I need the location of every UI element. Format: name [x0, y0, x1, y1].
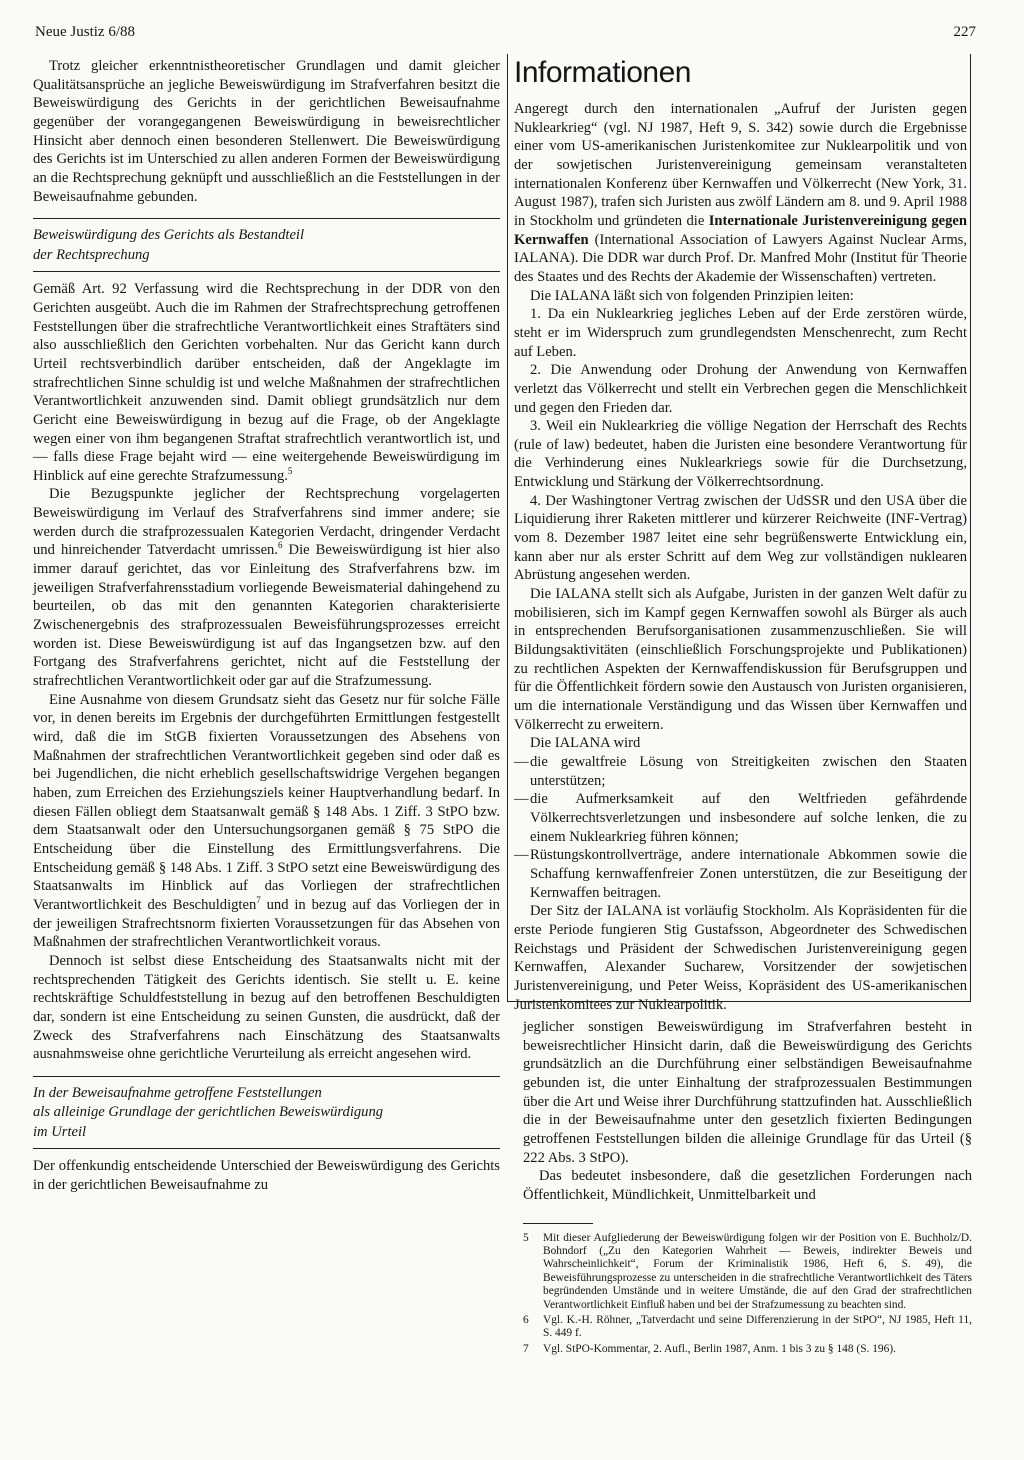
box-title: Informationen — [514, 56, 691, 89]
organization-name: Internationale Juristenvereinigung gegen Kernwaffen — [514, 212, 967, 248]
dash-marker: — — [514, 753, 529, 770]
paragraph-text: Angeregt durch den internationalen „Aufruf der Juristen gegen Nuklearkrieg“ (vgl. NJ 1987, Heft 9, S. 342) sowie durch die Ergebnisse einer vom US-amerikanischen Juristenkomitee zur Nuklearpolitik und von der sowjetischen Juristenvereinigung gemeinsam veranstalteten internationalen Konferenz über Kernwaffen und Völkerrecht (New York, 31. August 1987), trafen sich Juristen aus zwölf Ländern am 8. und 9. April 1988 in Stockholm und gründeten die — [514, 101, 967, 229]
footnote — [523, 1343, 972, 1356]
paragraph: jeglicher sonstigen Beweiswürdigung im Strafverfahren besteht in beweisrechtlicher Hinsicht darin, daß die Beweiswürdigung des Gerichts grundsätzlich an die Durchführung einer selbständigen Beweisaufnahme gebunden ist, die unter Einhaltung der strafprozessualen Bestimmungen über die Art und Weise ihrer Durchführung stattzufinden hat. Ausschließlich die in der Beweisaufnahme unter den gesetzlich fixierten Bedingungen getroffenen Feststellungen bilden die alleinige Grundlage für das Urteil (§ 222 Abs. 3 StPO). — [523, 1019, 972, 1166]
page-number: 227 — [953, 24, 976, 40]
paragraph-text: Die Beweiswürdigung ist hier also immer darauf gerichtet, das vor Einleitung des Strafverfahrens bzw. im jeweiligen Strafverfahrensstadium vorliegende Beweismaterial dahingehend zu beurteilen, ob das mit den genannten Kategorien charakterisierte Zwischenergebnis des strafprozessualen Beweisführungsprozesses erreicht worden ist. Diese Beweiswürdigung ist auf das Ingangsetzen bzw. auf den Fortgang des Strafverfahrens gerichtet, nicht auf die Feststellung der strafrechtlichen Verantwortlichkeit oder gar auf die Strafzumessung. — [33, 542, 500, 690]
footnotes — [523, 1232, 972, 1357]
section-heading-line: im Urteil — [33, 1123, 87, 1140]
footnote — [523, 1232, 972, 1312]
right-column-continuation — [523, 1018, 972, 1358]
principle-item: 2. Die Anwendung oder Drohung der Anwendung von Kernwaffen verletzt das Völkerrecht und stellt ein Verbrechen gegen die Menschlichkeit und gegen den Frieden dar. — [514, 362, 967, 416]
paragraph: Das bedeutet insbesondere, daß die gesetzlichen Forderungen nach Öffentlichkeit, Mündlichkeit, Unmittelbarkeit und — [523, 1168, 972, 1203]
paragraph: Die IALANA läßt sich von folgenden Prinzipien leiten: — [530, 287, 854, 304]
paragraph: Trotz gleicher erkenntnistheoretischer Grundlagen und damit gleicher Qualitätsansprüche an jegliche Beweiswürdigung im Strafverfahren besitzt die Beweiswürdigung des Gerichts in der gerichtlichen Beweisaufnahme gegenüber der vorangegangenen Beweiswürdigung in beweisrechtlicher Hinsicht aber dennoch einen besonderen Stellenwert. Die Beweiswürdigung des Gerichts ist im Unterschied zu allen anderen Formen der Beweiswürdigung an die Rechtsprechung geknüpft und ausschließlich an die Feststellungen in der Beweisaufnahme gebunden. — [33, 58, 500, 205]
paragraph-text: (International Association of Lawyers Against Nuclear Arms, IALANA). Die DDR war durch Prof. Dr. Manfred Mohr (Institut für Theorie des Staates und des Rechts der Akademie der Wissenschaften) vertreten. — [514, 231, 967, 285]
section-heading — [33, 1076, 500, 1150]
section-heading-line: als alleinige Grundlage der gerichtlichen Beweiswürdigung — [33, 1104, 384, 1121]
paragraph — [514, 100, 967, 287]
paragraph: Der Sitz der IALANA ist vorläufig Stockholm. Als Kopräsidenten für die erste Periode fungieren Stig Gustafsson, Abgeordneter des Schwedischen Reichstags und Präsident der Schwedischen Juristenvereinigung gegen Kernwaffen, Alexander Sucharew, Vorsitzender der sowjetischen Juristenvereinigung, und Peter Weiss, Kopräsident des US-amerikanischen Juristenkomitees zur Nuklearpolitik. — [514, 903, 967, 1013]
principle-item: 4. Der Washingtoner Vertrag zwischen der UdSSR und den USA über die Liquidierung ihrer Raketen mittlerer und kürzerer Reichweite (INF-Vertrag) vom 8. Dezember 1987 leitet eine sehr begrüßenswerte Entwicklung ein, kann aber nur als erster Schritt auf dem Weg zur vollständigen nuklearen Abrüstung angesehen werden. — [514, 492, 967, 584]
footnote-divider — [523, 1223, 593, 1224]
paragraph: Die IALANA wird — [530, 735, 641, 752]
section-heading — [33, 218, 500, 272]
footnote-ref: 5 — [287, 465, 293, 476]
dash-list-item — [514, 753, 967, 790]
list-item-text: Rüstungskontrollverträge, andere internationale Abkommen sowie die Schaffung kernwaffenfreier Zonen unterstützen, die zur Beseitigung der Kernwaffen beitragen. — [530, 847, 967, 901]
footnote-text: Vgl. K.-H. Röhner, „Tatverdacht und seine Differenzierung in der StPO“, NJ 1985, Heft 11, S. 449 f. — [543, 1314, 972, 1340]
footnote-text: Mit dieser Aufgliederung der Beweiswürdigung folgen wir der Position von E. Buchholz/D. Bohndorf („Zu den Kategorien Wahrheit — Beweis, indirekter Beweis und Wahrscheinlichkeit“, Forum der Kriminalistik 1986, Heft 6, S. 49), die Beweisführungsprozesse zu unterscheiden in die strafrechtliche Verantwortlichkeit des Täters begründenden Umstände und in weitere Umstände, die auf den Grad der strafrechtlichen Verantwortlichkeit Einfluß haben und bei der Strafzumessung zu beachten sind. — [543, 1231, 972, 1311]
footnote — [523, 1314, 972, 1341]
footnote-number: 7 — [523, 1342, 529, 1355]
paragraph: Dennoch ist selbst diese Entscheidung des Staatsanwalts nicht mit der rechtsprechenden Tätigkeit des Gerichts identisch. Sie stellt u. E. keine rechtskräftige Schuldfeststellung in bezug auf den betroffenen Beschuldigten dar, sondern ist eine Entscheidung zu seinen Gunsten, die ausdrückt, daß der Zweck des Strafverfahrens nach Einschätzung des Staatsanwalts ausnahmsweise ohne gerichtliche Verurteilung als erreicht angesehen wird. — [33, 952, 500, 1063]
paragraph: Der offenkundig entscheidende Unterschied der Beweiswürdigung des Gerichts in der gerichtlichen Beweisaufnahme zu — [33, 1158, 500, 1193]
paragraph-text: Eine Ausnahme von diesem Grundsatz sieht das Gesetz nur für solche Fälle vor, in denen bereits im Ergebnis der durchgeführten Ermittlungen festgestellt wird, daß die im StGB fixierten Voraussetzungen des Absehens von Maßnahmen der strafrechtlichen Verantwortlichkeit gegeben sind oder daß es bei Jugendlichen, die nicht erheblich gesellschaftswidrige Vergehen begangen haben, zum Erreichen des Erziehungsziels keiner Hauptverhandlung bedarf. In diesen Fällen obliegt dem Staatsanwalt gemäß § 148 Abs. 1 Ziff. 3 StPO bzw. dem Staatsanwalt oder den Untersuchungsorganen gemäß § 75 StPO die Entscheidung über die Einstellung des Ermittlungsverfahrens. Die Entscheidung gemäß § 148 Abs. 1 Ziff. 3 StPO setzt eine Beweiswürdigung des Staatsanwalts im Hinblick auf das Vorliegen der strafrechtlichen Verantwortlichkeit des Beschuldigten — [33, 691, 500, 913]
footnote-text: Vgl. StPO-Kommentar, 2. Aufl., Berlin 1987, Anm. 1 bis 3 zu § 148 (S. 196). — [543, 1342, 896, 1355]
journal-issue: Neue Justiz 6/88 — [35, 24, 135, 40]
list-item-text: die Aufmerksamkeit auf den Weltfrieden gefährdende Völkerrechtsverletzungen und insbesondere auf solche lenken, die zu einem Nuklearkrieg führen können; — [530, 791, 967, 845]
page-header — [35, 24, 976, 46]
dash-marker: — — [514, 791, 529, 808]
paragraph — [33, 691, 500, 952]
dash-list-item — [514, 846, 967, 902]
section-heading-line: Beweiswürdigung des Gerichts als Bestandteil — [33, 227, 305, 244]
footnote-ref: 7 — [256, 895, 261, 906]
footnote-ref: 6 — [278, 540, 283, 551]
left-column — [33, 57, 500, 1195]
dash-marker: — — [514, 847, 529, 864]
principle-item: 3. Weil ein Nuklearkrieg die völlige Negation der Herrschaft des Rechts (rule of law) bedeutet, haben die Juristen eine besondere Verantwortung für die Verhinderung eines Nuklearkriegs sowie für die Durchsetzung, Entwicklung und Stärkung der Völkerrechtsordnung. — [514, 418, 967, 491]
informationen-box — [507, 54, 971, 1013]
section-heading-line: In der Beweisaufnahme getroffene Feststellungen — [33, 1084, 322, 1101]
paragraph-text: Die Bezugspunkte jeglicher der Rechtsprechung vorgelagerten Beweiswürdigung im Verlauf des Strafverfahrens sind immer andere; sie werden durch die strafprozessualen Kategorien Verdacht, dringender Verdacht und hinreichender Tatverdacht umrissen. — [33, 486, 500, 559]
paragraph — [33, 485, 500, 690]
paragraph-text: und in bezug auf das Vorliegen der in der jeweiligen Strafrechtsnorm fixierten Voraussetzungen für das Absehen von Maßnahmen der strafrechtlichen Verantwortlichkeit voraus. — [33, 896, 500, 951]
dash-list-item — [514, 790, 967, 846]
paragraph: Gemäß Art. 92 Verfassung wird die Rechtsprechung in der DDR von den Gerichten ausgeübt. Auch die im Rahmen der Strafrechtsprechung getroffenen Feststellungen über die strafrechtliche Verantwortlichkeit eines Straftäters sind also ausschließlich den Gerichten vorbehalten. Nur das Gericht kann durch Urteil rechtsverbindlich darüber entscheiden, daß der Angeklagte im strafrechtlichen Sinne schuldig ist und welche Maßnahmen der strafrechtlichen Verantwortlichkeit anzuwenden sind. Damit obliegt grundsätzlich nur dem Gericht eine Beweiswürdigung in bezug auf die Frage, ob der Angeklagte wegen einer von ihm begangenen Straftat strafrechtlich verantwortlich ist, und — falls diese Frage bejaht wird — eine weitergehende Beweiswürdigung im Hinblick auf eine gerechte Strafzumessung. — [33, 281, 500, 484]
paragraph: Die IALANA stellt sich als Aufgabe, Juristen in der ganzen Welt dafür zu mobilisieren, sich im Kampf gegen Kernwaffen sowohl als Bürger als auch in entsprechenden Berufsorganisationen zusammenzuschließen. Sie will Bildungsaktivitäten (einschließlich Forschungsprojekte und Publikationen) zu rechtlichen Aspekten der Kernwaffendiskussion für Berufsgruppen und für die Öffentlichkeit fördern sowie den Austausch von Juristen organisieren, um die internationale Verständigung und das Wissen über Kernwaffen und Völkerrecht zu erweitern. — [514, 586, 967, 733]
footnote-number: 6 — [523, 1314, 529, 1326]
list-item-text: die gewaltfreie Lösung von Streitigkeiten zwischen den Staaten unterstützen; — [530, 753, 967, 789]
footnote-number: 5 — [523, 1231, 529, 1244]
principle-item: 1. Da ein Nuklearkrieg jegliches Leben auf der Erde zerstören würde, steht er im Widerspruch zum grundlegendsten Menschenrecht, zum Recht auf Leben. — [514, 306, 967, 360]
section-heading-line: der Rechtsprechung — [33, 246, 150, 263]
